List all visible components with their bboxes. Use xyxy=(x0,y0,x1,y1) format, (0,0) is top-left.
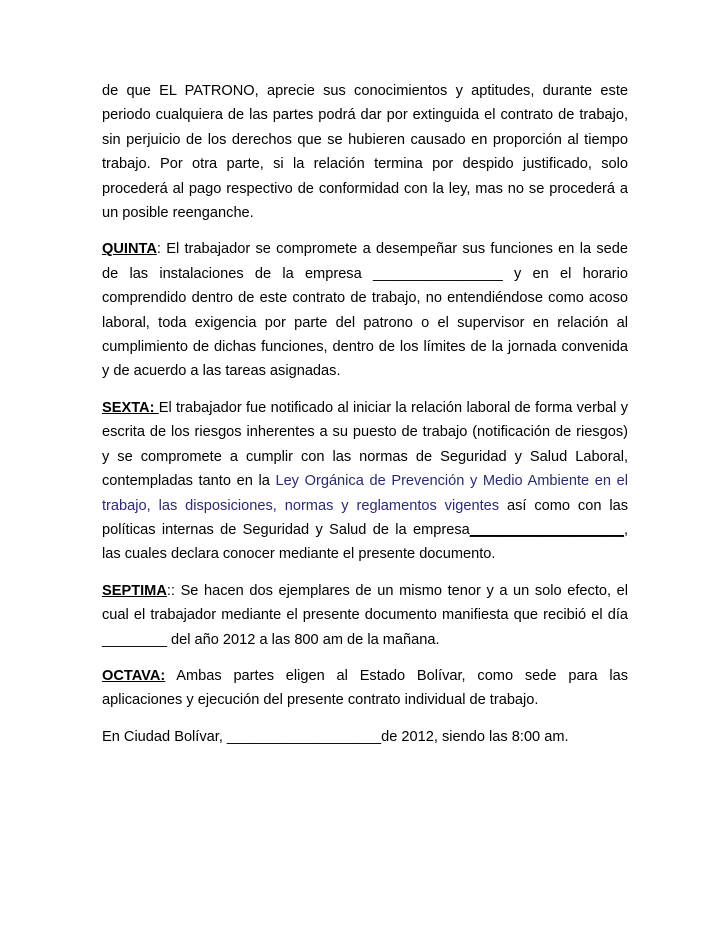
clause-label-octava: OCTAVA: xyxy=(102,667,166,684)
clause-label-sexta: SEXTA: xyxy=(102,399,159,416)
clause-label-quinta: QUINTA xyxy=(102,241,157,258)
clause-septima xyxy=(102,579,628,652)
clause-octava xyxy=(102,664,628,713)
clause-text-sexta-3: las cuales declara conocer mediante el presente documento. xyxy=(102,546,496,563)
clause-text-sexta-law: Ley Orgánica de Prevención y Medio Ambiente en el trabajo, las disposiciones, normas y reglamentos vigentes xyxy=(102,473,628,514)
closing-line xyxy=(102,725,628,749)
company-blank-line: ___________________, xyxy=(469,521,628,538)
document-page xyxy=(102,79,628,761)
clause-text-sexta-1: El trabajador fue notificado al iniciar la relación laboral de forma verbal y escrita de los riesgos inherentes a su puesto de trabajo (notificación de riesgos) y se compromete a cumplir con las normas de Seguridad y Salud Laboral, contempladas tanto en la xyxy=(102,399,628,490)
clause-sexta xyxy=(102,396,628,567)
clause-quinta xyxy=(102,237,628,383)
closing-text: En Ciudad Bolívar, ___________________de 2012, siendo las 8:00 am. xyxy=(102,728,569,745)
clause-label-septima: SEPTIMA xyxy=(102,582,167,599)
clause-text-septima: :: Se hacen dos ejemplares de un mismo tenor y a un solo efecto, el cual el trabajador mediante el presente documento manifiesta que recibió el día ________ del año 2012 a las 800 am de la mañana. xyxy=(102,582,628,648)
clause-text-octava: Ambas partes eligen al Estado Bolívar, como sede para las aplicaciones y ejecución del presente contrato individual de trabajo. xyxy=(102,667,628,709)
paragraph-continuation xyxy=(102,79,628,225)
paragraph-text: de que EL PATRONO, aprecie sus conocimientos y aptitudes, durante este periodo cualquiera de las partes podrá dar por extinguida el contrato de trabajo, sin perjuicio de los derechos que se hubieren causado en proporción al tiempo trabajo. Por otra parte, si la relación termina por despido justificado, solo procederá al pago respectivo de conformidad con la ley, mas no se procederá a un posible reenganche. xyxy=(102,83,628,222)
clause-text-sexta-2: así como con las políticas internas de Seguridad y Salud de la empresa xyxy=(102,497,628,538)
clause-text-quinta: : El trabajador se compromete a desempeñar sus funciones en la sede de las instalaciones de la empresa ________________ y en el horario comprendido dentro de este contrato de trabajo, no entendiéndose como acoso laboral, toda exigencia por parte del patrono o el supervisor en relación al cumplimiento de dichas funciones, dentro de los límites de la jornada convenida y de acuerdo a las tareas asignadas. xyxy=(102,241,628,380)
